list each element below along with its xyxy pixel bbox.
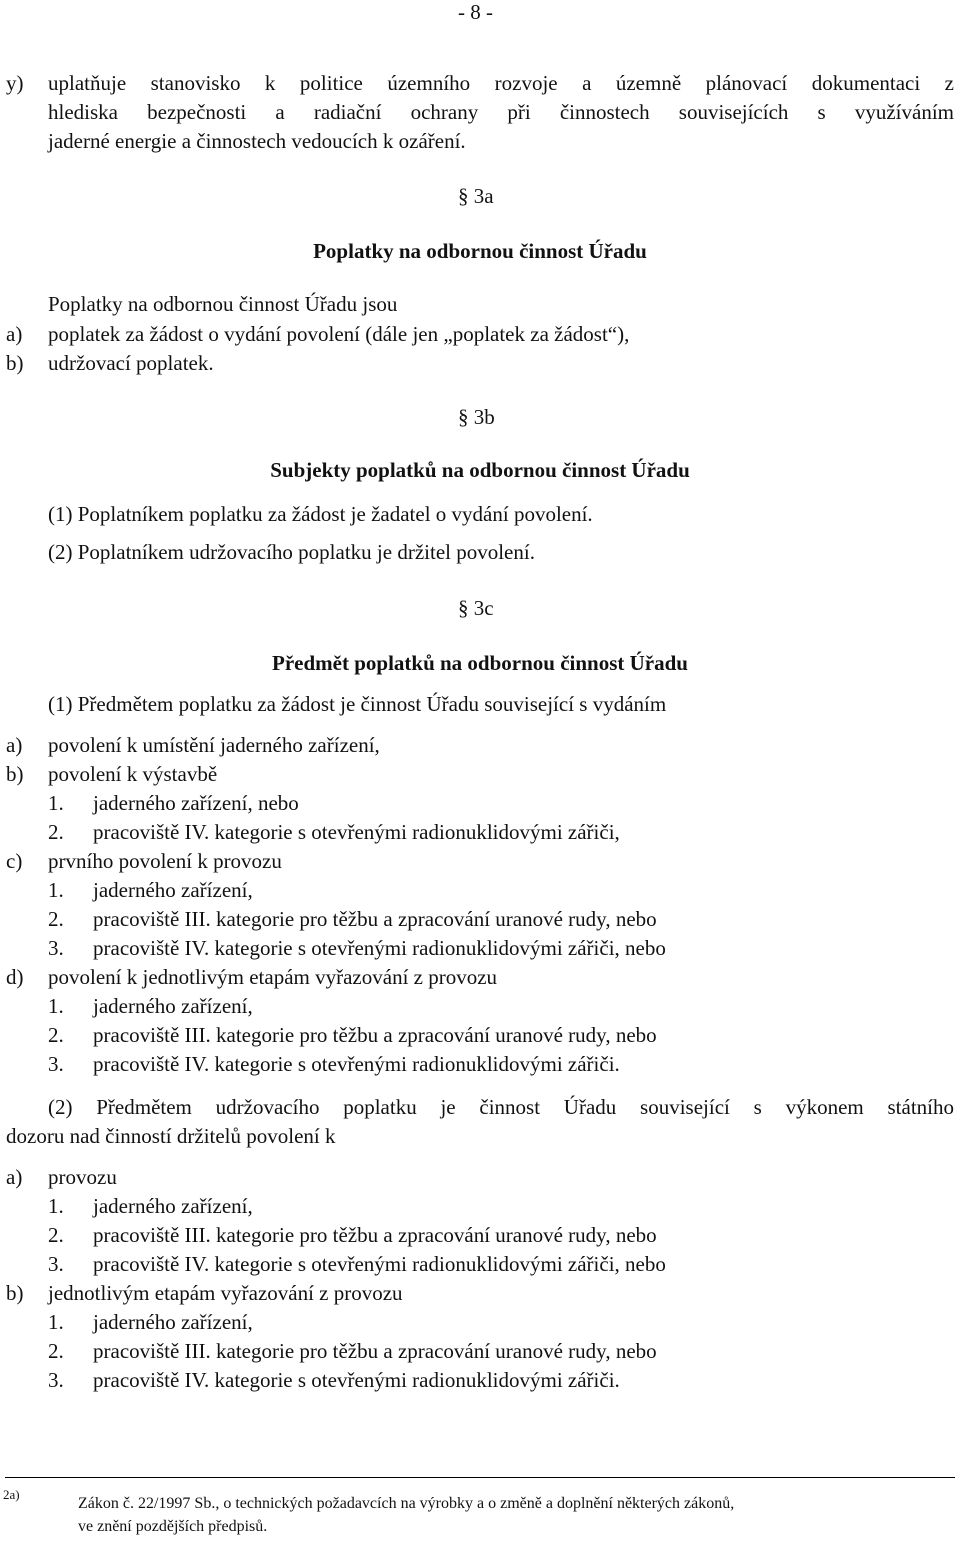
list2-a-sub-2-number: 2. (48, 1223, 64, 1247)
page-number: - 8 - (458, 0, 493, 24)
list1-d-sub-2-number: 2. (48, 1023, 64, 1047)
section-3a-item-a-label: a) (6, 322, 23, 346)
section-3b-title: Subjekty poplatků na odbornou činnost Úřadu (270, 458, 690, 482)
list1-c-sub-3-number: 3. (48, 936, 64, 960)
item-y-label: y) (6, 71, 24, 95)
list1-item-d-label: d) (6, 965, 24, 989)
list1-b-sub-2-text: pracoviště IV. kategorie s otevřenými radionuklidovými zářiči, (93, 820, 620, 844)
footnote-line-1: Zákon č. 22/1997 Sb., o technických požadavcích na výrobky a o změně a doplnění některých zákonů, (78, 1495, 735, 1512)
list1-item-c-text: prvního povolení k provozu (48, 849, 282, 873)
section-3b-paragraph-1: (1) Poplatníkem poplatku za žádost je žadatel o vydání povolení. (48, 502, 593, 526)
list1-item-d-text: povolení k jednotlivým etapám vyřazování z provozu (48, 965, 498, 989)
section-3a-title: Poplatky na odbornou činnost Úřadu (313, 239, 647, 263)
list1-item-a-label: a) (6, 733, 23, 757)
section-3c-paragraph-1: (1) Předmětem poplatku za žádost je činnost Úřadu související s vydáním (48, 692, 667, 716)
list2-b-sub-1-text: jaderného zařízení, (93, 1310, 253, 1334)
item-y-line-2: hlediska bezpečnosti a radiační ochrany při činnostech souvisejících s využíváním (48, 100, 954, 124)
item-y-line-1: uplatňuje stanovisko k politice územního rozvoje a územně plánovací dokumentaci z (48, 71, 954, 95)
list2-a-sub-3-number: 3. (48, 1252, 64, 1276)
list2-a-sub-1-number: 1. (48, 1194, 64, 1218)
list2-item-b-text: jednotlivým etapám vyřazování z provozu (48, 1281, 403, 1305)
list1-d-sub-2-text: pracoviště III. kategorie pro těžbu a zpracování uranové rudy, nebo (93, 1023, 657, 1047)
section-3c-number: § 3c (458, 596, 494, 620)
footnote-divider (5, 1477, 955, 1478)
list2-a-sub-1-text: jaderného zařízení, (93, 1194, 253, 1218)
list1-c-sub-1-number: 1. (48, 878, 64, 902)
list1-item-b-label: b) (6, 762, 24, 786)
list2-b-sub-2-text: pracoviště III. kategorie pro těžbu a zpracování uranové rudy, nebo (93, 1339, 657, 1363)
list2-a-sub-3-text: pracoviště IV. kategorie s otevřenými radionuklidovými zářiči, nebo (93, 1252, 666, 1276)
section-3a-number: § 3a (458, 184, 494, 208)
list1-d-sub-3-number: 3. (48, 1052, 64, 1076)
footnote-mark: 2a) (3, 1487, 20, 1502)
list1-d-sub-1-text: jaderného zařízení, (93, 994, 253, 1018)
list1-d-sub-1-number: 1. (48, 994, 64, 1018)
list1-c-sub-1-text: jaderného zařízení, (93, 878, 253, 902)
section-3c-paragraph-2-line-1: (2) Předmětem udržovacího poplatku je činnost Úřadu související s výkonem státního (48, 1095, 954, 1119)
list2-b-sub-2-number: 2. (48, 1339, 64, 1363)
item-y-line-3: jaderné energie a činnostech vedoucích k ozáření. (48, 129, 466, 153)
list2-b-sub-3-text: pracoviště IV. kategorie s otevřenými radionuklidovými zářiči. (93, 1368, 620, 1392)
list1-d-sub-3-text: pracoviště IV. kategorie s otevřenými radionuklidovými zářiči. (93, 1052, 620, 1076)
list1-b-sub-1-text: jaderného zařízení, nebo (93, 791, 299, 815)
list1-b-sub-1-number: 1. (48, 791, 64, 815)
list2-item-a-label: a) (6, 1165, 23, 1189)
footnote-line-2: ve znění pozdějších předpisů. (78, 1518, 268, 1535)
list2-item-b-label: b) (6, 1281, 24, 1305)
list1-item-a-text: povolení k umístění jaderného zařízení, (48, 733, 380, 757)
list1-item-c-label: c) (6, 849, 23, 873)
section-3a-item-a-text: poplatek za žádost o vydání povolení (dále jen „poplatek za žádost“), (48, 322, 630, 346)
section-3a-item-b-text: udržovací poplatek. (48, 351, 214, 375)
section-3c-paragraph-2-line-2: dozoru nad činností držitelů povolení k (6, 1124, 336, 1148)
list2-b-sub-3-number: 3. (48, 1368, 64, 1392)
list1-b-sub-2-number: 2. (48, 820, 64, 844)
section-3a-intro: Poplatky na odbornou činnost Úřadu jsou (48, 292, 398, 316)
section-3b-paragraph-2: (2) Poplatníkem udržovacího poplatku je držitel povolení. (48, 540, 535, 564)
list2-a-sub-2-text: pracoviště III. kategorie pro těžbu a zpracování uranové rudy, nebo (93, 1223, 657, 1247)
list1-c-sub-3-text: pracoviště IV. kategorie s otevřenými radionuklidovými zářiči, nebo (93, 936, 666, 960)
list2-b-sub-1-number: 1. (48, 1310, 64, 1334)
section-3c-title: Předmět poplatků na odbornou činnost Úřadu (272, 651, 688, 675)
list2-item-a-text: provozu (48, 1165, 117, 1189)
section-3a-item-b-label: b) (6, 351, 24, 375)
list1-c-sub-2-number: 2. (48, 907, 64, 931)
list1-c-sub-2-text: pracoviště III. kategorie pro těžbu a zpracování uranové rudy, nebo (93, 907, 657, 931)
section-3b-number: § 3b (458, 405, 495, 429)
list1-item-b-text: povolení k výstavbě (48, 762, 218, 786)
